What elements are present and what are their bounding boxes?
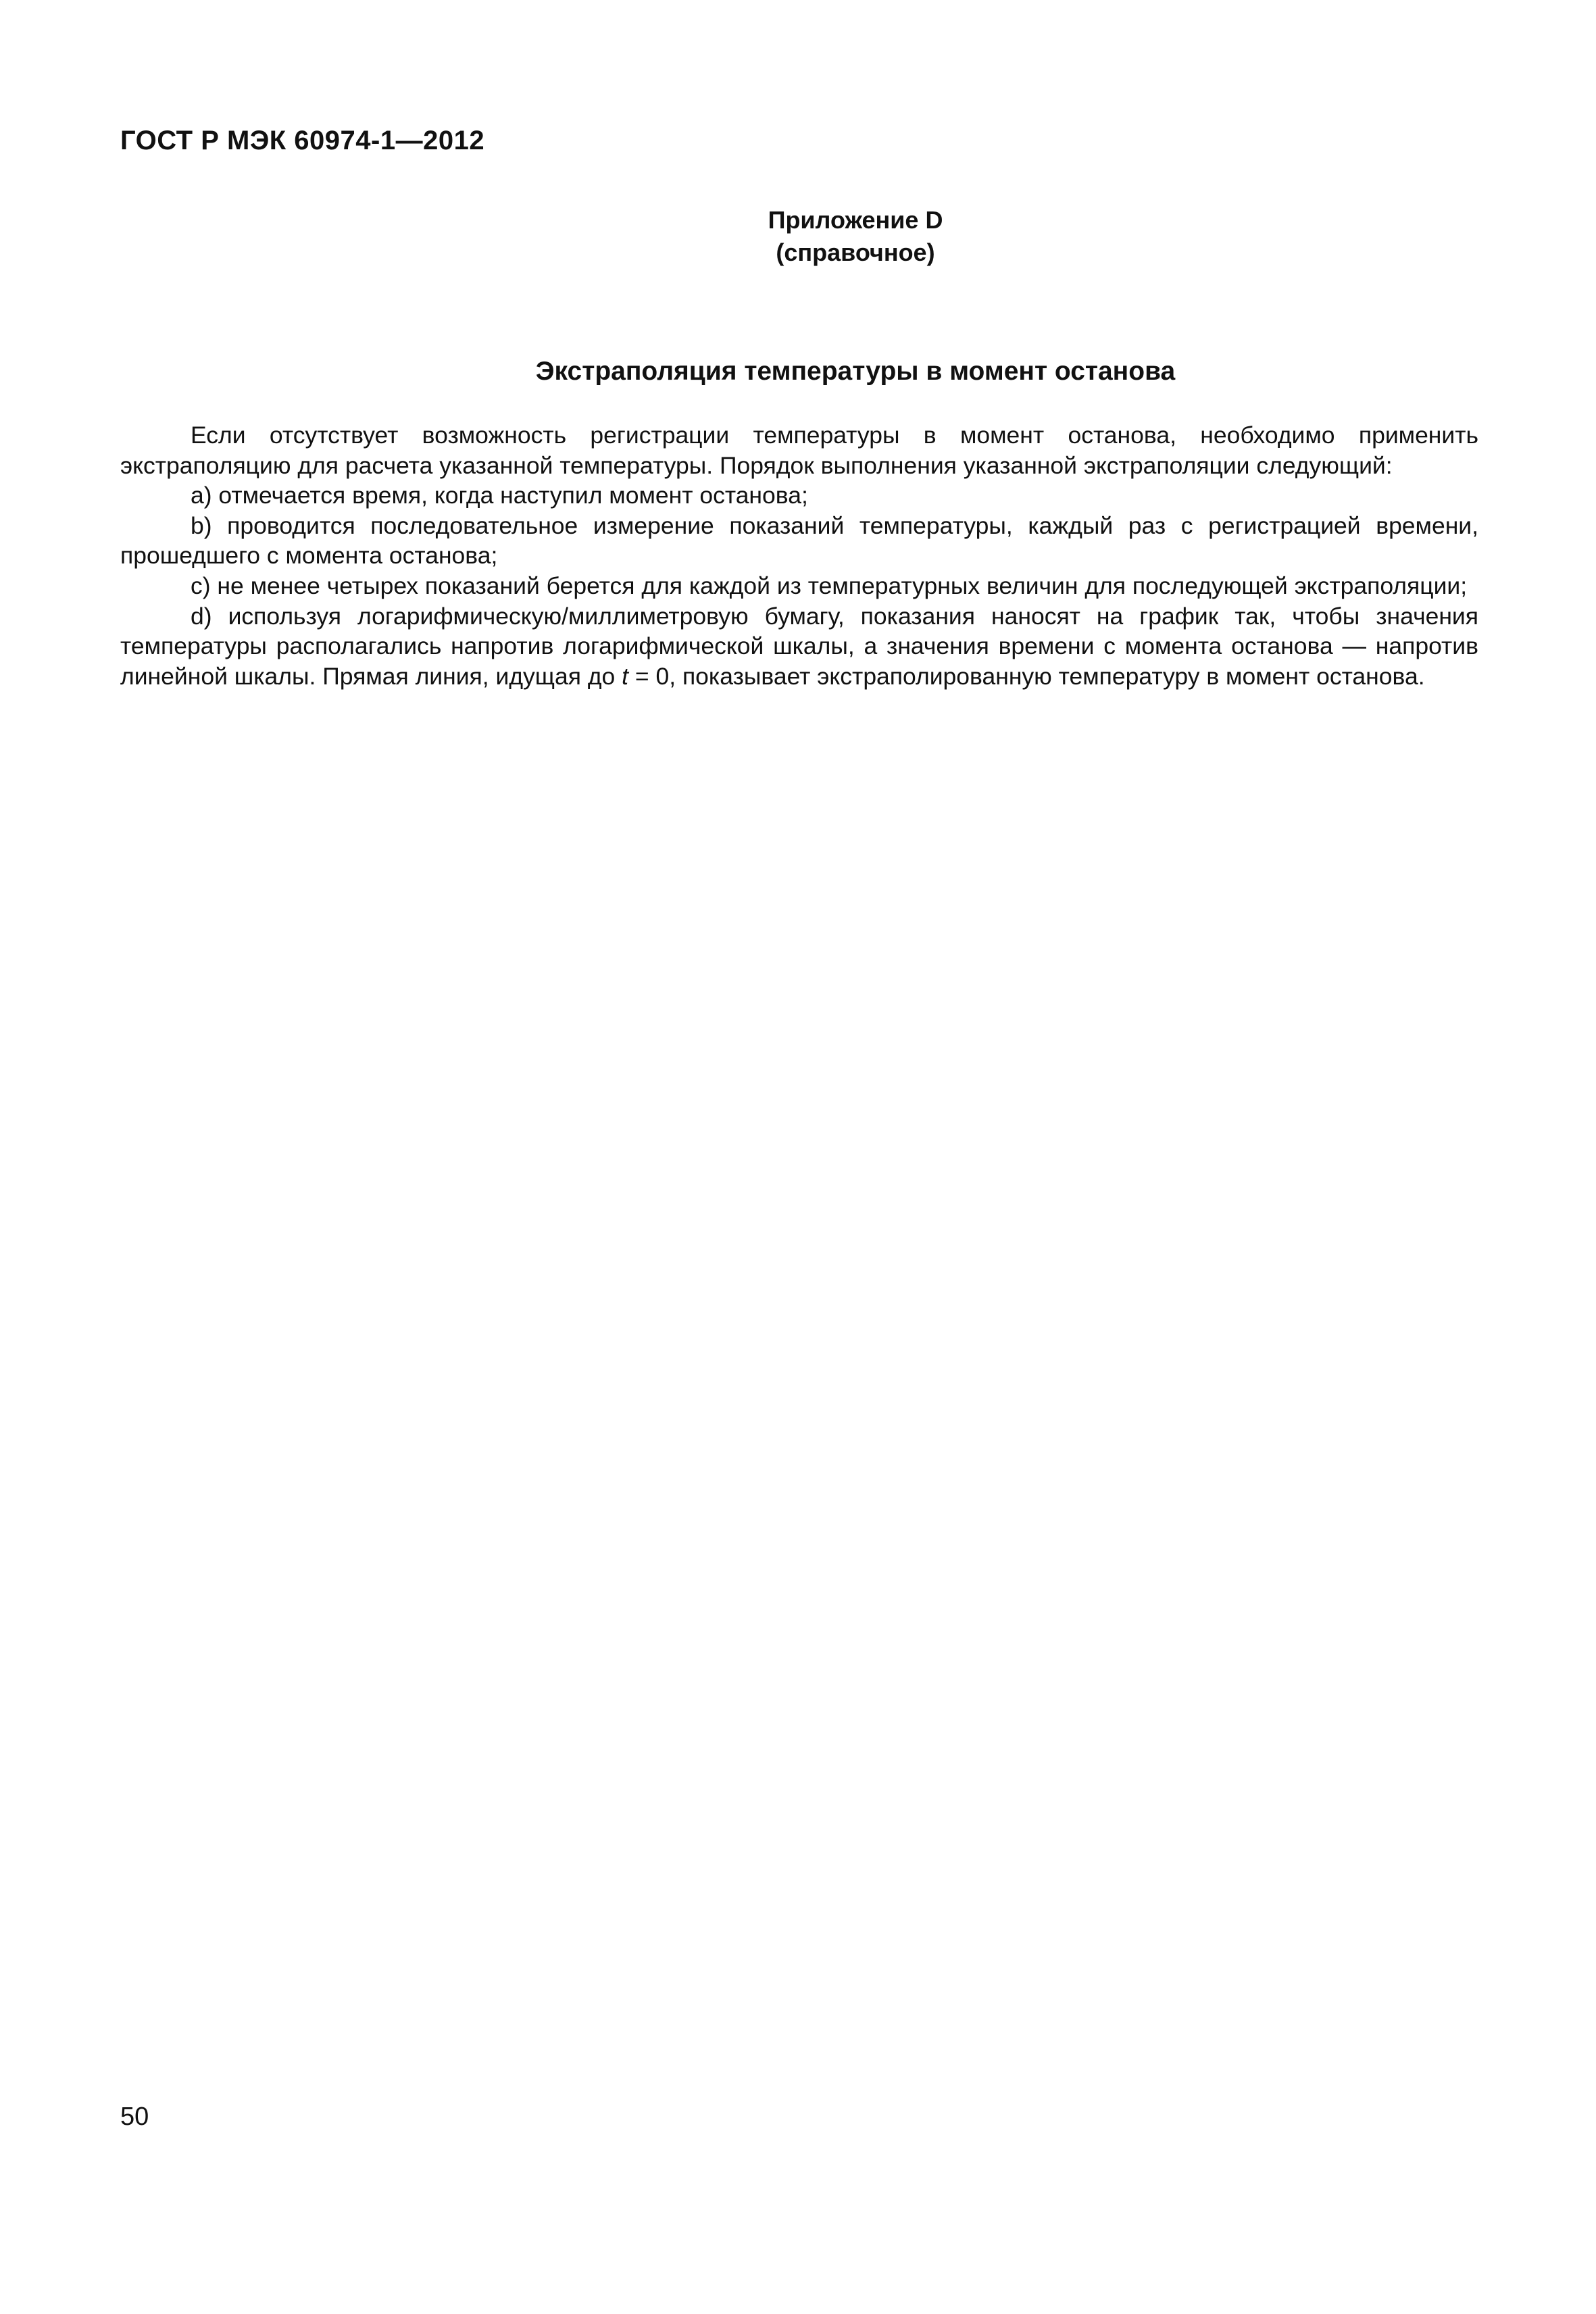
document-code: ГОСТ Р МЭК 60974-1—2012 xyxy=(120,126,485,155)
list-item-d-text-end: = 0, показывает экстраполированную температуру в момент останова. xyxy=(628,662,1425,690)
list-item-a: a) отмечается время, когда наступил момент останова; xyxy=(191,482,808,509)
list-item-d xyxy=(120,601,1478,692)
variable-t: t xyxy=(622,662,629,690)
list-item-d-text-start: d) используя логарифмическую/миллиметровую бумагу, показания наносят на график так, чтобы значения температуры располагались напротив логарифмической шкалы, а значения времени с момента останова — напротив линейной шкалы. Прямая линия, идущая до xyxy=(120,602,1478,690)
annex-type: (справочное) xyxy=(776,238,935,266)
annex-heading xyxy=(0,204,1596,269)
annex-title: Приложение D xyxy=(768,206,943,234)
body-text xyxy=(120,420,1478,691)
list-item-c: c) не менее четырех показаний берется для каждой из температурных величин для последующей экстраполяции; xyxy=(191,572,1468,599)
page-number: 50 xyxy=(120,2103,149,2131)
list-item-b: b) проводится последовательное измерение показаний температуры, каждый раз с регистрацией времени, прошедшего с момента останова; xyxy=(120,511,1478,570)
paragraph-intro: Если отсутствует возможность регистрации температуры в момент останова, необходимо применить экстраполяцию для расчета указанной температуры. Порядок выполнения указанной экстраполяции следующий: xyxy=(120,422,1478,479)
section-title: Экстраполяция температуры в момент останова xyxy=(535,357,1176,386)
